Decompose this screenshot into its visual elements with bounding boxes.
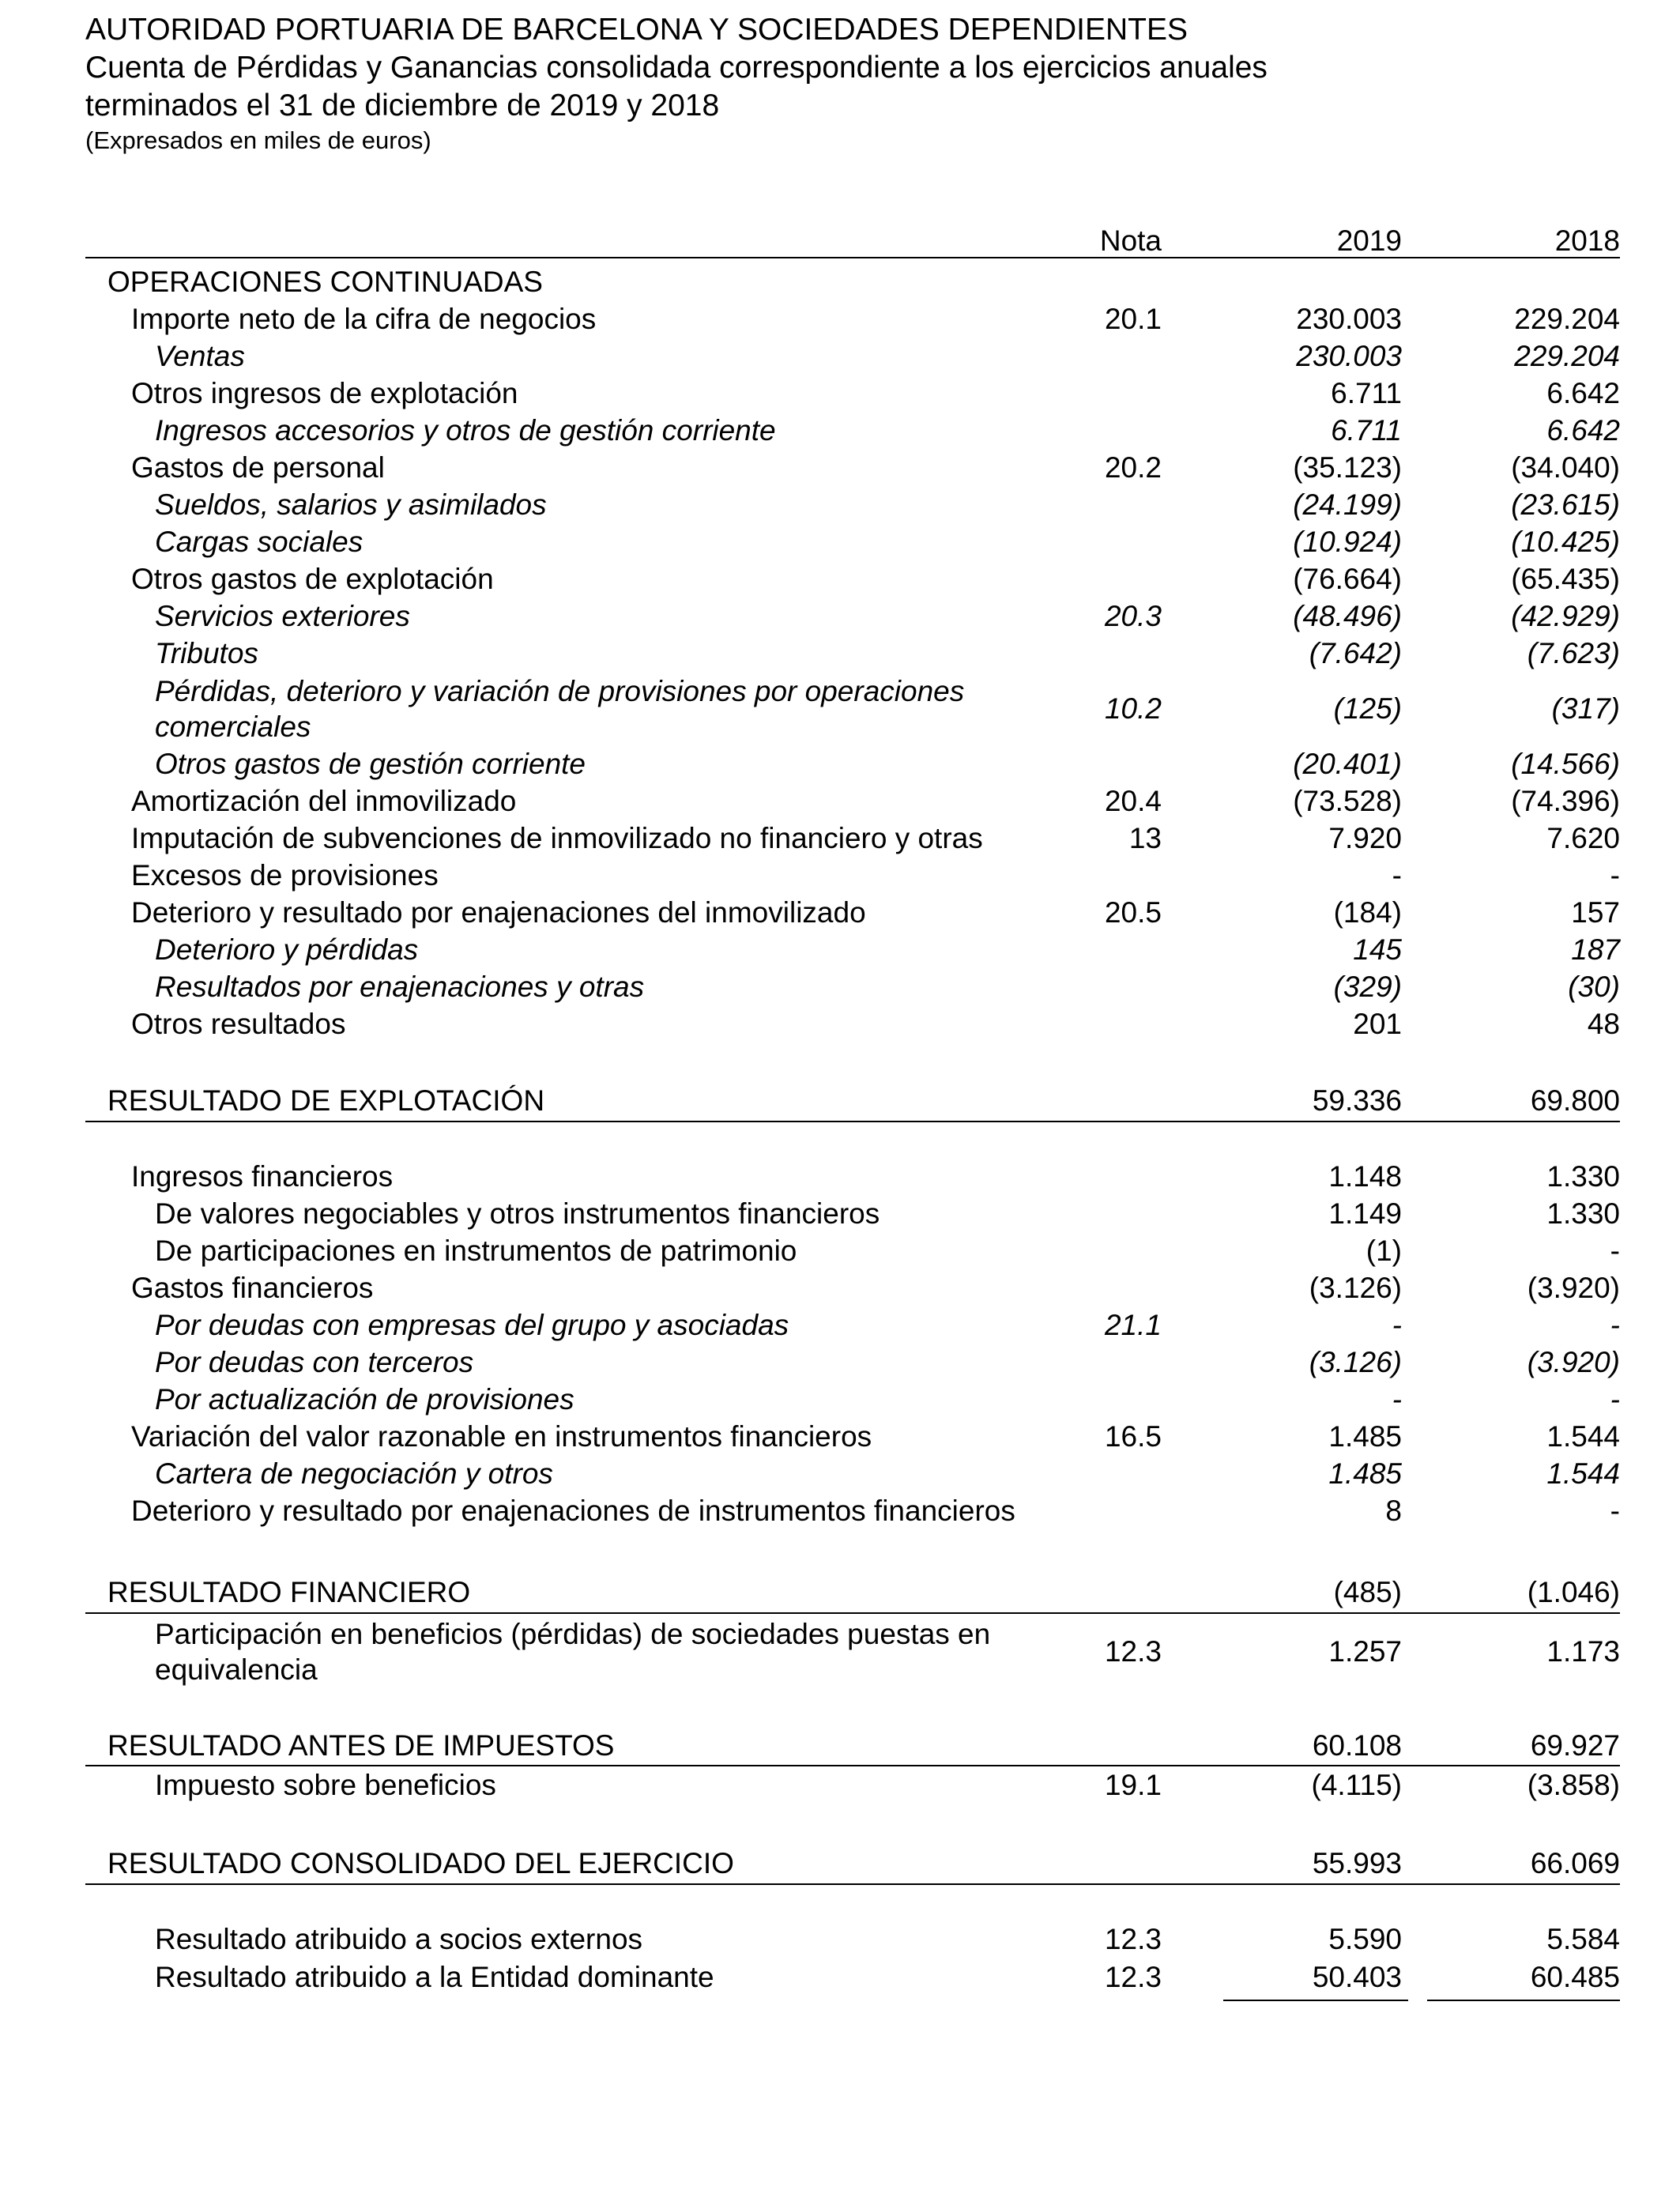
table-row xyxy=(0,377,1680,415)
row-value-2018: - xyxy=(1610,1309,1620,1341)
row-value-2019: 50.403 xyxy=(1312,1961,1402,1993)
row-value-2019: (125) xyxy=(1333,692,1402,725)
table-row xyxy=(0,266,1680,303)
row-value-2018: 1.330 xyxy=(1546,1160,1620,1193)
row-value-2019: 1.148 xyxy=(1328,1160,1402,1193)
row-label: Otros resultados xyxy=(131,1008,346,1040)
row-value-2019: (3.126) xyxy=(1309,1272,1402,1304)
table-row xyxy=(0,1769,1680,1807)
table-row xyxy=(0,1084,1680,1122)
row-label: Impuesto sobre beneficios xyxy=(155,1769,496,1801)
row-label: Otros gastos de explotación xyxy=(131,563,494,595)
row-label: Sueldos, salarios y asimilados xyxy=(155,488,547,521)
row-label: Amortización del inmovilizado xyxy=(131,785,517,817)
row-nota: 20.3 xyxy=(1104,600,1162,632)
row-nota: 12.3 xyxy=(1104,1635,1162,1668)
column-header-nota: Nota xyxy=(1099,224,1162,257)
row-label: Resultado atribuido a socios externos xyxy=(155,1923,643,1955)
row-value-2019: 230.003 xyxy=(1296,340,1402,372)
row-value-2018: (65.435) xyxy=(1511,563,1620,595)
row-value-2019: 6.711 xyxy=(1331,414,1402,447)
table-row xyxy=(0,1495,1680,1532)
row-label: Resultados por enajenaciones y otras xyxy=(155,971,645,1003)
row-value-2019: 1.485 xyxy=(1328,1457,1402,1490)
row-value-2018: (3.920) xyxy=(1527,1272,1620,1304)
table-row xyxy=(0,1160,1680,1198)
row-value-2019: (20.401) xyxy=(1293,748,1402,780)
row-value-2019: - xyxy=(1392,859,1402,892)
row-value-2018: (42.929) xyxy=(1511,600,1620,632)
row-label: Imputación de subvenciones de inmovilizado no financiero y otras xyxy=(131,822,983,854)
row-label: De valores negociables y otros instrumentos financieros xyxy=(155,1197,880,1230)
row-value-2018: 66.069 xyxy=(1530,1847,1620,1879)
row-label: Pérdidas, deterioro y variación de provisiones por operaciones comerciales xyxy=(155,675,965,743)
row-nota: 12.3 xyxy=(1104,1961,1162,1993)
row-label: OPERACIONES CONTINUADAS xyxy=(107,266,543,298)
row-value-2019: 55.993 xyxy=(1312,1847,1402,1879)
row-nota: 21.1 xyxy=(1104,1309,1162,1341)
row-value-2018: (3.920) xyxy=(1527,1346,1620,1378)
table-row xyxy=(0,1923,1680,1961)
row-value-2019: 1.257 xyxy=(1328,1635,1402,1668)
table-row xyxy=(0,1346,1680,1384)
row-value-2018: (1.046) xyxy=(1527,1576,1620,1608)
table-row xyxy=(0,896,1680,934)
row-value-2019: 6.711 xyxy=(1331,377,1402,409)
table-row xyxy=(0,414,1680,452)
row-nota: 20.1 xyxy=(1104,303,1162,335)
row-value-2018: (317) xyxy=(1551,692,1620,725)
row-label: De participaciones en instrumentos de patrimonio xyxy=(155,1235,797,1267)
row-value-2018: 69.927 xyxy=(1530,1729,1620,1762)
total-underline-2019 xyxy=(1223,2000,1408,2001)
table-row xyxy=(0,1961,1680,1999)
row-value-2018: (74.396) xyxy=(1511,785,1620,817)
row-value-2019: (184) xyxy=(1333,896,1402,929)
row-nota: 16.5 xyxy=(1104,1420,1162,1453)
report-entity-title: AUTORIDAD PORTUARIA DE BARCELONA Y SOCIEDADES DEPENDIENTES xyxy=(85,13,1188,47)
table-row xyxy=(0,340,1680,378)
row-value-2019: - xyxy=(1392,1383,1402,1416)
row-label: Cargas sociales xyxy=(155,526,363,558)
row-label: Deterioro y resultado por enajenaciones del inmovilizado xyxy=(131,896,866,929)
row-value-2019: 59.336 xyxy=(1312,1084,1402,1117)
row-value-2019: (3.126) xyxy=(1309,1346,1402,1378)
row-nota: 20.2 xyxy=(1104,451,1162,484)
row-label: RESULTADO CONSOLIDADO DEL EJERCICIO xyxy=(107,1847,734,1879)
row-value-2018: 6.642 xyxy=(1546,414,1620,447)
table-row xyxy=(0,1576,1680,1614)
table-row xyxy=(0,637,1680,675)
row-value-2019: (73.528) xyxy=(1293,785,1402,817)
row-label: Ingresos accesorios y otros de gestión corriente xyxy=(155,414,776,447)
table-row xyxy=(0,822,1680,860)
row-label: RESULTADO FINANCIERO xyxy=(107,1576,471,1608)
row-value-2018: 7.620 xyxy=(1546,822,1620,854)
row-value-2018: 187 xyxy=(1571,933,1620,966)
row-value-2019: (1) xyxy=(1365,1235,1402,1267)
row-label: Ingresos financieros xyxy=(131,1160,394,1193)
row-value-2019: 60.108 xyxy=(1312,1729,1402,1762)
row-label: Por deudas con empresas del grupo y asociadas xyxy=(155,1309,789,1341)
row-value-2018: 229.204 xyxy=(1514,303,1620,335)
row-value-2019: (35.123) xyxy=(1293,451,1402,484)
table-row xyxy=(0,785,1680,823)
row-value-2019: 201 xyxy=(1353,1008,1402,1040)
row-value-2018: 60.485 xyxy=(1530,1961,1620,1993)
row-value-2019: (329) xyxy=(1333,971,1402,1003)
table-row xyxy=(0,933,1680,971)
row-label: Participación en beneficios (pérdidas) de sociedades puestas en equivalencia xyxy=(155,1618,991,1686)
table-row xyxy=(0,1197,1680,1235)
row-nota: 20.4 xyxy=(1104,785,1162,817)
row-label: Ventas xyxy=(155,340,245,372)
row-value-2018: - xyxy=(1610,1235,1620,1267)
row-value-2018: - xyxy=(1610,859,1620,892)
row-value-2018: (14.566) xyxy=(1511,748,1620,780)
row-value-2019: (76.664) xyxy=(1293,563,1402,595)
row-label: Variación del valor razonable en instrumentos financieros xyxy=(131,1420,872,1453)
row-value-2019: 1.485 xyxy=(1328,1420,1402,1453)
table-row xyxy=(0,1272,1680,1310)
row-label: Deterioro y resultado por enajenaciones de instrumentos financieros xyxy=(131,1495,1015,1527)
table-row xyxy=(0,303,1680,341)
row-value-2018: (3.858) xyxy=(1527,1769,1620,1801)
row-value-2019: (7.642) xyxy=(1309,637,1402,669)
row-label: Resultado atribuido a la Entidad dominante xyxy=(155,1961,714,1993)
row-nota: 13 xyxy=(1128,822,1162,854)
column-header-2019: 2019 xyxy=(1336,224,1402,257)
row-label: Gastos de personal xyxy=(131,451,385,484)
row-label: Servicios exteriores xyxy=(155,600,410,632)
row-nota: 20.5 xyxy=(1104,896,1162,929)
row-value-2019: 7.920 xyxy=(1328,822,1402,854)
table-row xyxy=(0,1008,1680,1046)
row-label: RESULTADO DE EXPLOTACIÓN xyxy=(107,1084,545,1117)
row-value-2019: 145 xyxy=(1353,933,1402,966)
table-row xyxy=(0,600,1680,638)
row-value-2018: 69.800 xyxy=(1530,1084,1620,1117)
row-nota: 10.2 xyxy=(1104,692,1162,725)
row-value-2019: 1.149 xyxy=(1328,1197,1402,1230)
row-value-2018: 5.584 xyxy=(1546,1923,1620,1955)
row-value-2019: 230.003 xyxy=(1296,303,1402,335)
row-value-2018: - xyxy=(1610,1383,1620,1416)
row-label: Por deudas con terceros xyxy=(155,1346,474,1378)
table-row xyxy=(0,971,1680,1008)
table-row xyxy=(0,451,1680,489)
table-row xyxy=(0,563,1680,601)
report-units: (Expresados en miles de euros) xyxy=(85,126,431,154)
row-value-2019: 5.590 xyxy=(1328,1923,1402,1955)
row-label: Deterioro y pérdidas xyxy=(155,933,419,966)
row-nota: 19.1 xyxy=(1104,1769,1162,1801)
table-row xyxy=(0,1729,1680,1767)
column-header-2018: 2018 xyxy=(1554,224,1620,257)
table-row xyxy=(0,526,1680,564)
table-row xyxy=(0,1235,1680,1272)
table-row xyxy=(0,1309,1680,1347)
row-value-2018: 1.544 xyxy=(1546,1420,1620,1453)
row-value-2018: - xyxy=(1610,1495,1620,1527)
row-label: RESULTADO ANTES DE IMPUESTOS xyxy=(107,1729,615,1762)
row-value-2019: (485) xyxy=(1333,1576,1402,1608)
table-row xyxy=(0,859,1680,897)
table-row xyxy=(0,488,1680,526)
row-value-2019: (24.199) xyxy=(1293,488,1402,521)
row-value-2018: 157 xyxy=(1571,896,1620,929)
row-value-2019: (4.115) xyxy=(1311,1769,1402,1801)
row-label: Excesos de provisiones xyxy=(131,859,439,892)
header-rule xyxy=(85,257,1620,258)
row-label: Cartera de negociación y otros xyxy=(155,1457,553,1490)
total-underline-2018 xyxy=(1427,2000,1620,2001)
table-row xyxy=(0,673,1680,749)
row-value-2018: 48 xyxy=(1587,1008,1620,1040)
row-label: Gastos financieros xyxy=(131,1272,374,1304)
row-value-2018: (23.615) xyxy=(1511,488,1620,521)
row-label: Por actualización de provisiones xyxy=(155,1383,574,1416)
row-value-2018: 1.330 xyxy=(1546,1197,1620,1230)
report-period: terminados el 31 de diciembre de 2019 y 2018 xyxy=(85,89,720,123)
table-row xyxy=(0,1420,1680,1458)
table-row xyxy=(0,1383,1680,1421)
row-value-2019: (48.496) xyxy=(1293,600,1402,632)
row-value-2018: (30) xyxy=(1568,971,1620,1003)
row-value-2018: 229.204 xyxy=(1514,340,1620,372)
report-title: Cuenta de Pérdidas y Ganancias consolidada correspondiente a los ejercicios anuales xyxy=(85,51,1268,85)
table-row xyxy=(0,1847,1680,1885)
table-row xyxy=(0,748,1680,786)
row-value-2018: (34.040) xyxy=(1511,451,1620,484)
row-value-2019: - xyxy=(1392,1309,1402,1341)
row-label: Otros gastos de gestión corriente xyxy=(155,748,586,780)
row-label: Tributos xyxy=(155,637,258,669)
row-value-2018: 1.173 xyxy=(1546,1635,1620,1668)
row-label: Otros ingresos de explotación xyxy=(131,377,518,409)
row-value-2018: (7.623) xyxy=(1527,637,1620,669)
row-nota: 12.3 xyxy=(1104,1923,1162,1955)
row-value-2018: 6.642 xyxy=(1546,377,1620,409)
table-row xyxy=(0,1616,1680,1692)
table-row xyxy=(0,1457,1680,1495)
row-value-2018: (10.425) xyxy=(1511,526,1620,558)
row-label: Importe neto de la cifra de negocios xyxy=(131,303,597,335)
row-value-2019: 8 xyxy=(1385,1495,1402,1527)
row-value-2018: 1.544 xyxy=(1546,1457,1620,1490)
row-value-2019: (10.924) xyxy=(1293,526,1402,558)
